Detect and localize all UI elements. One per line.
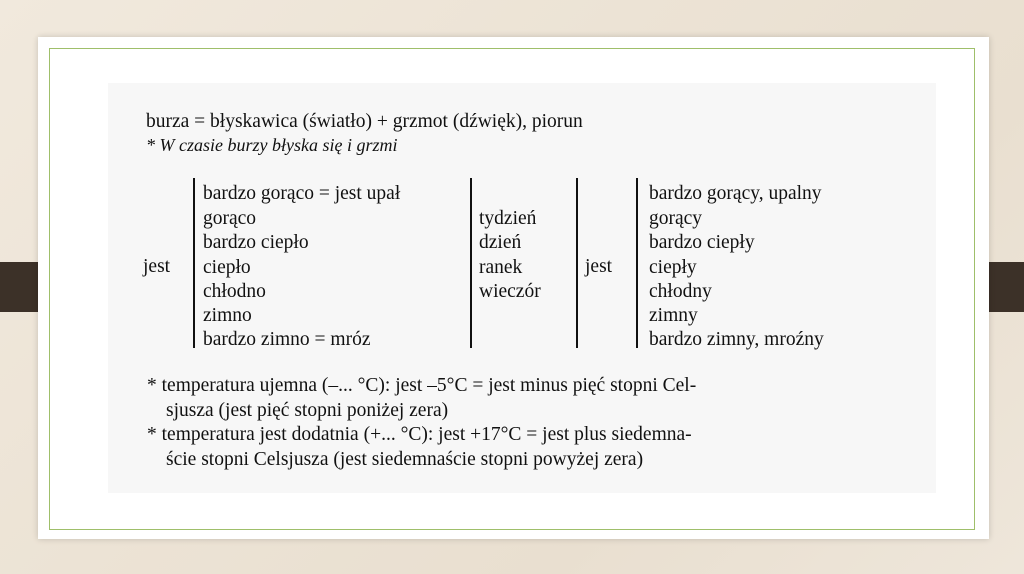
bracket-line-1 [193,178,195,348]
col1-item: ciepło [203,257,251,278]
col1-item: bardzo zimno = mróz [203,329,371,350]
col1-item: chłodno [203,281,266,302]
col2-item: wieczór [479,281,541,302]
bracket-line-3 [576,178,578,348]
col3-item: chłodny [649,281,712,302]
col1-item: zimno [203,305,252,326]
col3-item: ciepły [649,257,697,278]
col3-item: bardzo ciepły [649,232,755,253]
bracket-line-2 [470,178,472,348]
col3-item: zimny [649,305,698,326]
col2-item: tydzień [479,208,537,229]
note-italic: * W czasie burzy błyska się i grzmi [146,135,398,155]
definition-line: burza = błyskawica (światło) + grzmot (dźwięk), piorun [146,111,583,132]
mid-jest-label: jest [585,256,613,277]
col1-item: bardzo gorąco = jest upał [203,183,401,204]
col3-item: bardzo gorący, upalny [649,183,822,204]
col1-item: gorąco [203,208,257,229]
col2-item: dzień [479,232,522,253]
col3-item: bardzo zimny, mroźny [649,329,824,350]
left-jest-label: jest [143,256,171,277]
col1-item: bardzo ciepło [203,232,309,253]
col3-item: gorący [649,208,703,229]
note-line: ście stopni Celsjusza (jest siedemnaście stopni powyżej zera) [166,449,644,470]
col2-item: ranek [479,257,523,278]
note-line: * temperatura ujemna (–... °C): jest –5°C = jest minus pięć stopni Cel- [147,375,697,396]
note-line: sjusza (jest pięć stopni poniżej zera) [166,400,449,421]
note-line: * temperatura jest dodatnia (+... °C): jest +17°C = jest plus siedemna- [147,424,692,445]
bracket-line-4 [636,178,638,348]
